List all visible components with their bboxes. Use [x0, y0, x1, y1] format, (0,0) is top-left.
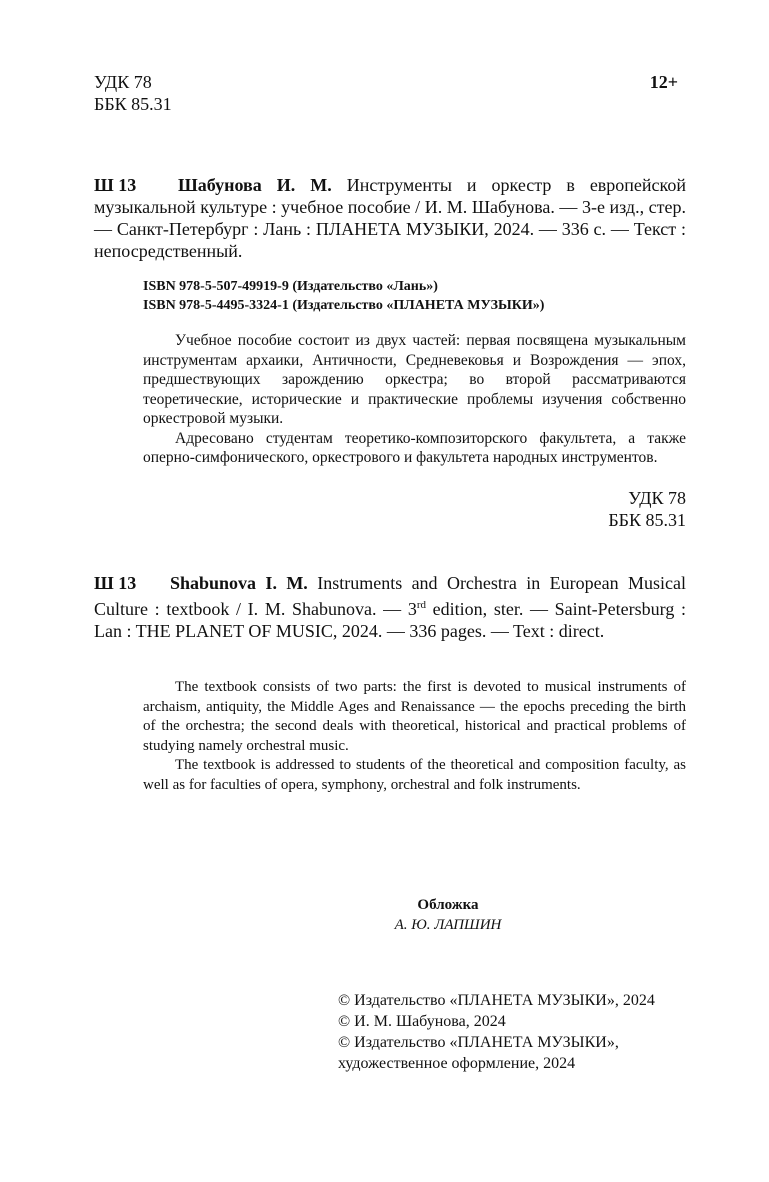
copyright-line-2: © И. М. Шабунова, 2024	[338, 1013, 506, 1030]
copyright-line-3: © Издательство «ПЛАНЕТА МУЗЫКИ»,	[338, 1034, 619, 1051]
author-ru: Шабунова И. М.	[178, 175, 332, 195]
annotation-ru	[143, 331, 686, 468]
author-en: Shabunova I. M.	[170, 573, 308, 593]
catalog-entry-ru	[94, 174, 686, 262]
annotation-en-paragraph-2: The textbook is addressed to students of the theoretical and composition faculty, as well as for faculties of opera, symphony, orchestral and folk instruments.	[143, 757, 686, 793]
isbn-planet: ISBN 978-5-4495-3324-1 (Издательство «ПЛАНЕТА МУЗЫКИ»)	[143, 298, 545, 313]
catalog-code-ru: Ш 13	[94, 175, 137, 195]
edition-superscript: rd	[416, 599, 426, 611]
annotation-en	[143, 678, 686, 795]
copyright-line-4: художественное оформление, 2024	[338, 1055, 576, 1072]
catalog-text-en-1: Instruments and Orchestra in European Musical Culture : textbook / I. M. Shabunova. — 3	[94, 573, 686, 619]
age-rating: 12+	[649, 72, 678, 92]
catalog-text-en-2: edition, ster. — Saint-Petersburg : Lan : THE PLANET OF MUSIC, 2024. — 336 pages. — Text : direct.	[94, 599, 686, 641]
cover-artist: А. Ю. ЛАПШИН	[394, 917, 502, 933]
classification-block	[608, 487, 686, 531]
isbn-lan: ISBN 978-5-507-49919-9 (Издательство «Лань»)	[143, 279, 438, 294]
annotation-en-paragraph-1: The textbook consists of two parts: the first is devoted to musical instruments of archaism, antiquity, the Middle Ages and Renaissance — the epochs preceding the birth of the orchestra; the second deals with theoretical, historical and practical problems of studying namely orchestral music.	[143, 679, 686, 754]
catalog-text-ru: Инструменты и оркестр в европейской музыкальной культуре : учебное пособие / И. М. Шабунова. — 3-е изд., стер. — Санкт-Петербург : Лань : ПЛАНЕТА МУЗЫКИ, 2024. — 336 с. — Текст : непосредственный.	[94, 175, 687, 261]
copyright-line-1: © Издательство «ПЛАНЕТА МУЗЫКИ», 2024	[338, 992, 655, 1009]
annotation-ru-paragraph-2: Адресовано студентам теоретико-композиторского факультета, а также оперно-симфонического, оркестрового и факультета народных инструментов.	[143, 429, 686, 466]
cover-credit	[335, 895, 561, 935]
header-udk: УДК 78	[94, 72, 152, 92]
catalog-entry-en	[94, 572, 686, 642]
copyright-block	[338, 990, 655, 1074]
annotation-ru-paragraph-1: Учебное пособие состоит из двух частей: первая посвящена музыкальным инструментам архаики, Античности, Средневековья и Возрождения — эпох, предшествующих зарождению оркестра; во второй рассматриваются теоретические, исторические и практические проблемы изучения собственно оркестровой музыки.	[143, 332, 686, 427]
cover-label: Обложка	[417, 897, 479, 913]
catalog-code-en: Ш 13	[94, 573, 137, 593]
header-classification	[94, 71, 172, 115]
classification-bbk: ББК 85.31	[608, 510, 686, 530]
isbn-block	[143, 277, 544, 315]
header-bbk: ББК 85.31	[94, 94, 172, 114]
classification-udk: УДК 78	[628, 488, 686, 508]
